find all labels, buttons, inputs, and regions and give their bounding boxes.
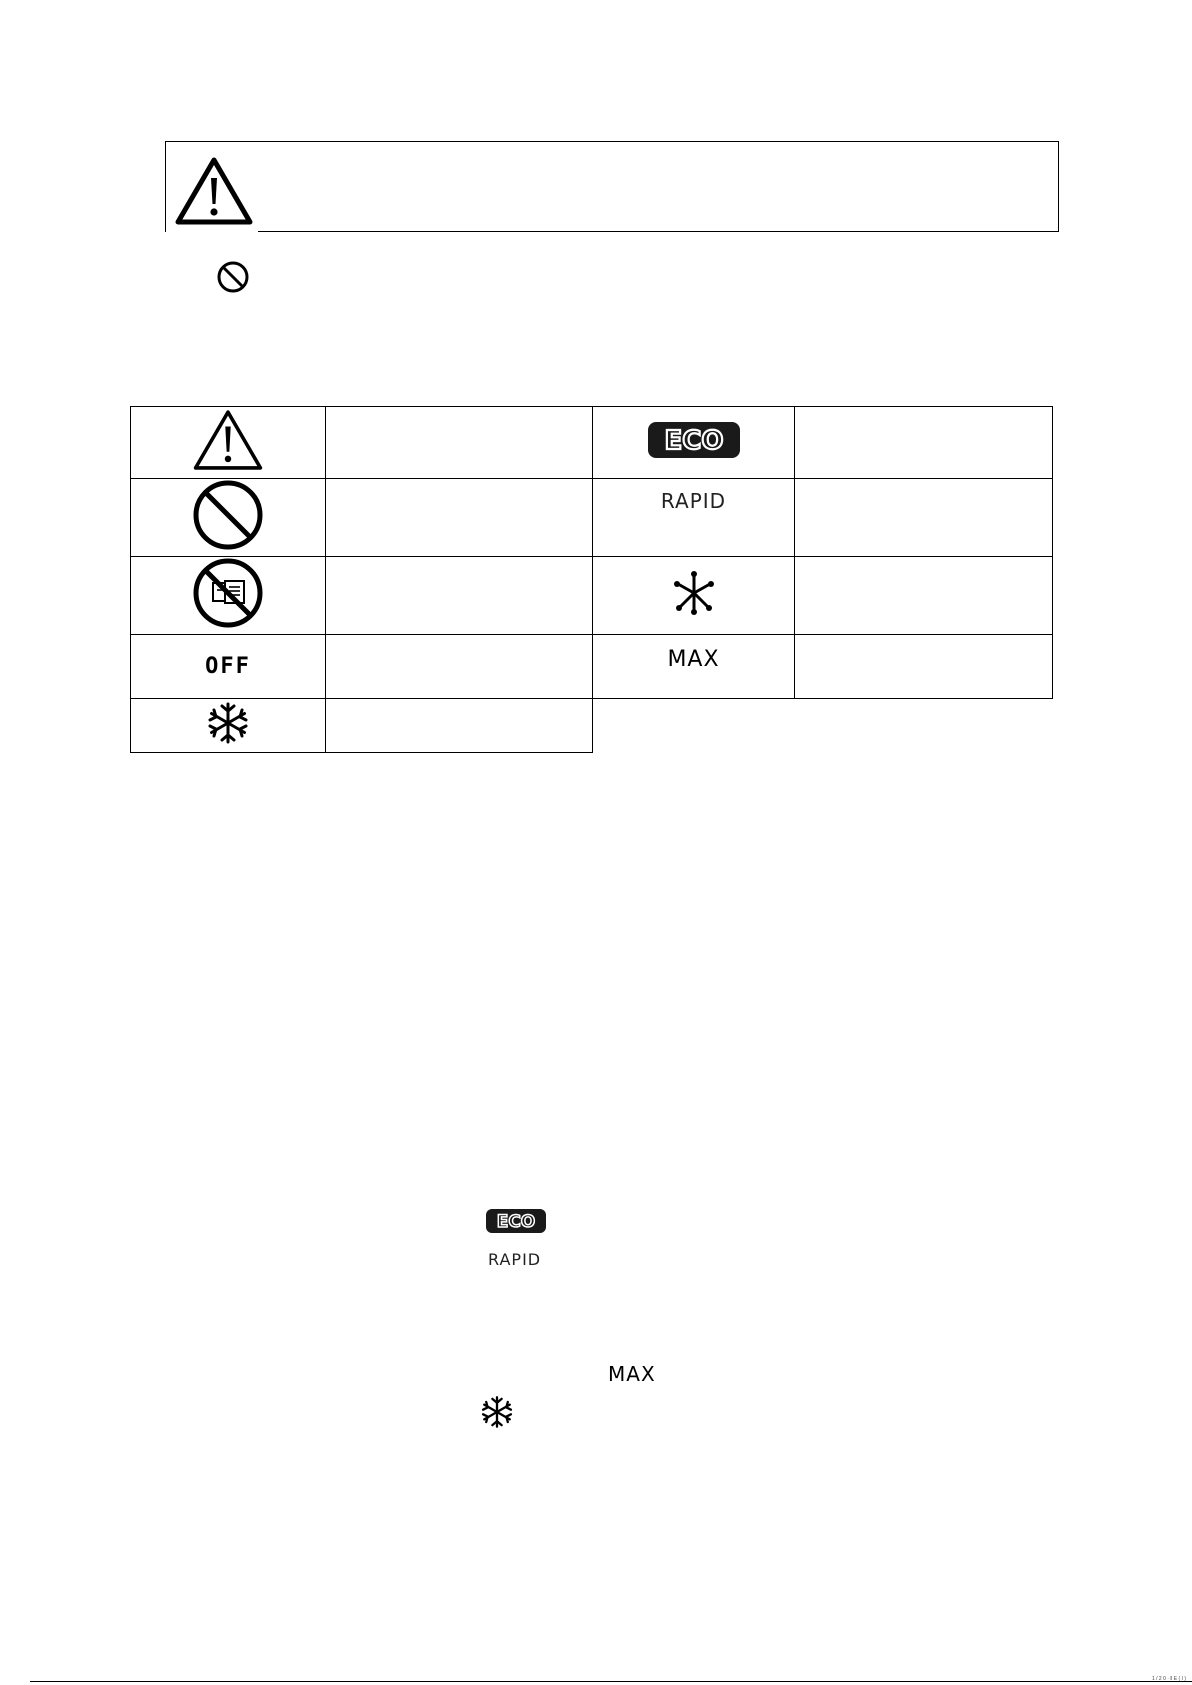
table-row [131,635,1053,699]
description-cell [326,557,593,635]
description-cell [326,479,593,557]
symbol-cell [593,479,795,557]
snowflake-icon [480,1395,514,1429]
max-icon: MAX [608,1362,656,1386]
footer-text: 1 / 2 0 · ‖ E ( I ) [1151,1676,1186,1682]
symbol-cell [131,557,326,635]
symbol-cell [593,407,795,479]
footer-rule [30,1681,1192,1682]
table-row [131,407,1053,479]
symbol-table [130,406,1053,753]
off-icon: OFF [205,654,251,679]
description-cell [326,699,593,753]
warning-triangle-icon [192,408,264,472]
rapid-icon: RAPID [488,1250,542,1269]
symbol-cell [593,557,795,635]
eco-icon [647,421,741,459]
description-cell [795,557,1053,635]
empty-cell [795,699,1053,753]
description-cell [795,479,1053,557]
warning-notice-box [165,141,1059,232]
symbol-cell [131,407,326,479]
prohibited-icon [216,260,250,294]
prohibited-icon [192,479,264,551]
description-cell [326,407,593,479]
no-document-icon [192,557,264,629]
table-row [131,479,1053,557]
symbol-cell [593,635,795,699]
table-row [131,557,1053,635]
svg-text:ECO: ECO [496,1212,536,1232]
symbol-cell [131,699,326,753]
max-icon: MAX [667,647,720,672]
description-cell [795,635,1053,699]
snowflake-icon [206,701,250,745]
table-row [131,699,1053,753]
rapid-icon: RAPID [660,489,727,513]
svg-text:ECO: ECO [664,426,723,456]
eco-icon [485,1208,547,1234]
symbol-cell [131,479,326,557]
warning-triangle-icon [174,156,254,226]
warning-box-gap [166,230,258,234]
empty-cell [593,699,795,753]
symbol-cell [131,635,326,699]
description-cell [326,635,593,699]
description-cell [795,407,1053,479]
asterisk-icon [670,569,718,617]
